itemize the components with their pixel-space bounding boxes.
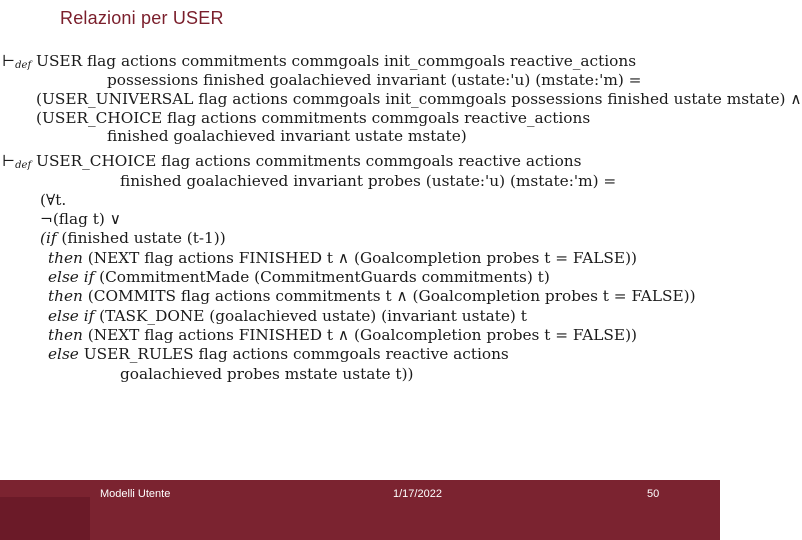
code-line: goalachieved probes mstate ustate t)): [120, 365, 414, 383]
code-line: (USER_CHOICE flag actions commitments commgoals reactive_actions: [36, 109, 591, 127]
code-text: USER flag actions commitments commgoals init_commgoals reactive_actions: [31, 52, 637, 70]
def-subscript: def: [15, 160, 32, 171]
code-text: (CommitmentMade (CommitmentGuards commitments) t): [94, 268, 550, 286]
footer-title: Modelli Utente: [100, 488, 171, 500]
code-text: (COMMITS flag actions commitments t ∧ (Goalcompletion probes t = FALSE)): [82, 287, 696, 305]
code-line: [48, 326, 637, 345]
code-line: [40, 229, 226, 248]
code-line: [48, 307, 527, 326]
slide-title: Relazioni per USER: [60, 8, 224, 28]
code-line: [48, 287, 696, 306]
keyword: (if: [40, 229, 57, 247]
code-line: possessions finished goalachieved invariant (ustate:'u) (mstate:'m) =: [107, 71, 642, 89]
code-text: USER_CHOICE flag actions commitments commgoals reactive actions: [31, 152, 582, 170]
code-line: [48, 249, 637, 268]
code-text: (NEXT flag actions FINISHED t ∧ (Goalcompletion probes t = FALSE)): [82, 249, 638, 267]
code-text: USER_RULES flag actions commgoals reactive actions: [78, 345, 509, 363]
code-line: finished goalachieved invariant probes (ustate:'u) (mstate:'m) =: [120, 172, 617, 190]
def-subscript: def: [15, 60, 32, 71]
code-text: (TASK_DONE (goalachieved ustate) (invariant ustate) t: [94, 307, 527, 325]
keyword: else if: [48, 307, 95, 325]
footer-date: 1/17/2022: [393, 488, 442, 500]
keyword: else: [48, 345, 79, 363]
page-number: 50: [647, 488, 660, 500]
code-text: (finished ustate (t-1)): [56, 229, 226, 247]
code-line: ¬(flag t) ∨: [40, 210, 121, 228]
code-line: [48, 268, 550, 287]
keyword: then: [48, 287, 83, 305]
turnstile-symbol: ⊢: [2, 52, 16, 70]
keyword: else if: [48, 268, 95, 286]
turnstile-symbol: ⊢: [2, 152, 16, 170]
code-text: (NEXT flag actions FINISHED t ∧ (Goalcompletion probes t = FALSE)): [82, 326, 638, 344]
footer-accent-block: [0, 497, 90, 540]
keyword: then: [48, 326, 83, 344]
code-line: finished goalachieved invariant ustate mstate): [107, 127, 467, 145]
code-line: (USER_UNIVERSAL flag actions commgoals init_commgoals possessions finished ustate mstate) ∧: [36, 90, 802, 108]
keyword: then: [48, 249, 83, 267]
code-line: (∀t.: [40, 191, 67, 209]
code-line: [48, 345, 509, 364]
